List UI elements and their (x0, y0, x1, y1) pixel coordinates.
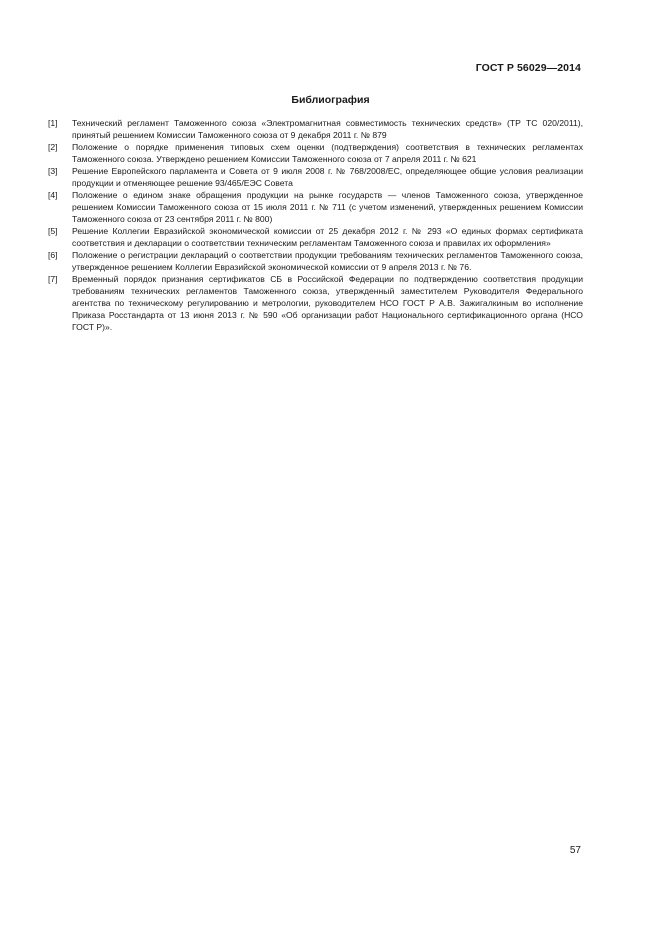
bibliography-number: [5] (48, 226, 58, 236)
bibliography-item (48, 141, 583, 165)
bibliography-number: [4] (48, 190, 58, 200)
bibliography-item (48, 189, 583, 225)
bibliography-number: [3] (48, 166, 58, 176)
bibliography-item (48, 249, 583, 273)
section-title: Библиография (291, 94, 370, 106)
bibliography-text: Технический регламент Таможенного союза «Электромагнитная совместимость технических средств» (ТР ТС 020/2011), принятый решением Комиссии Таможенного союза от 9 декабря 2011 г. № 879 (72, 118, 583, 140)
bibliography-text: Положение о едином знаке обращения продукции на рынке государств — членов Таможенного союза, утвержденное решением Комиссии Таможенного союза от 15 июля 2011 г. № 711 (с учетом изменений, утвержденных решением Комиссии Таможенного союза от 23 сентября 2011 г. № 800) (72, 190, 583, 224)
bibliography-text: Положение о порядке применения типовых схем оценки (подтверждения) соответствия в технических регламентах Таможенного союза. Утверждено решением Комиссии Таможенного союза от 7 апреля 2011 г. № 621 (72, 142, 583, 164)
bibliography-item (48, 117, 583, 141)
bibliography-text: Положение о регистрации деклараций о соответствии продукции требованиям технических регламентов Таможенного союза, утвержденное решением Коллегии Евразийской экономической комиссии от 9 апреля 2013 г. № 76. (72, 250, 583, 272)
bibliography-number: [6] (48, 250, 58, 260)
bibliography-number: [7] (48, 274, 58, 284)
page-number: 57 (569, 845, 581, 856)
document-code: ГОСТ Р 56029—2014 (475, 62, 581, 74)
bibliography-number: [2] (48, 142, 58, 152)
bibliography-text: Временный порядок признания сертификатов СБ в Российской Федерации по подтверждению соответствия продукции требованиям технических регламентов Таможенного союза, утвержденный заместителем Руководителя Федерального агентства по техническому регулированию и метрологии, руководителем НСО ГОСТ Р А.В. Зажигалкиным во исполнение Приказа Росстандарта от 13 июня 2013 г. № 590 «Об организации работ Национального сертификационного органа (НСО ГОСТ Р)». (72, 274, 583, 332)
bibliography-number: [1] (48, 118, 58, 128)
bibliography-item (48, 273, 583, 333)
bibliography-text: Решение Европейского парламента и Совета от 9 июля 2008 г. № 768/2008/ЕС, определяющее общие условия реализации продукции и отменяющее решение 93/465/ЕЭС Совета (72, 166, 583, 188)
bibliography-list (48, 117, 583, 333)
bibliography-item (48, 225, 583, 249)
bibliography-text: Решение Коллегии Евразийской экономической комиссии от 25 декабря 2012 г. № 293 «О единых формах сертификата соответствия и декларации о соответствии техническим регламентам Таможенного союза и правилах их оформления» (72, 226, 583, 248)
bibliography-item (48, 165, 583, 189)
